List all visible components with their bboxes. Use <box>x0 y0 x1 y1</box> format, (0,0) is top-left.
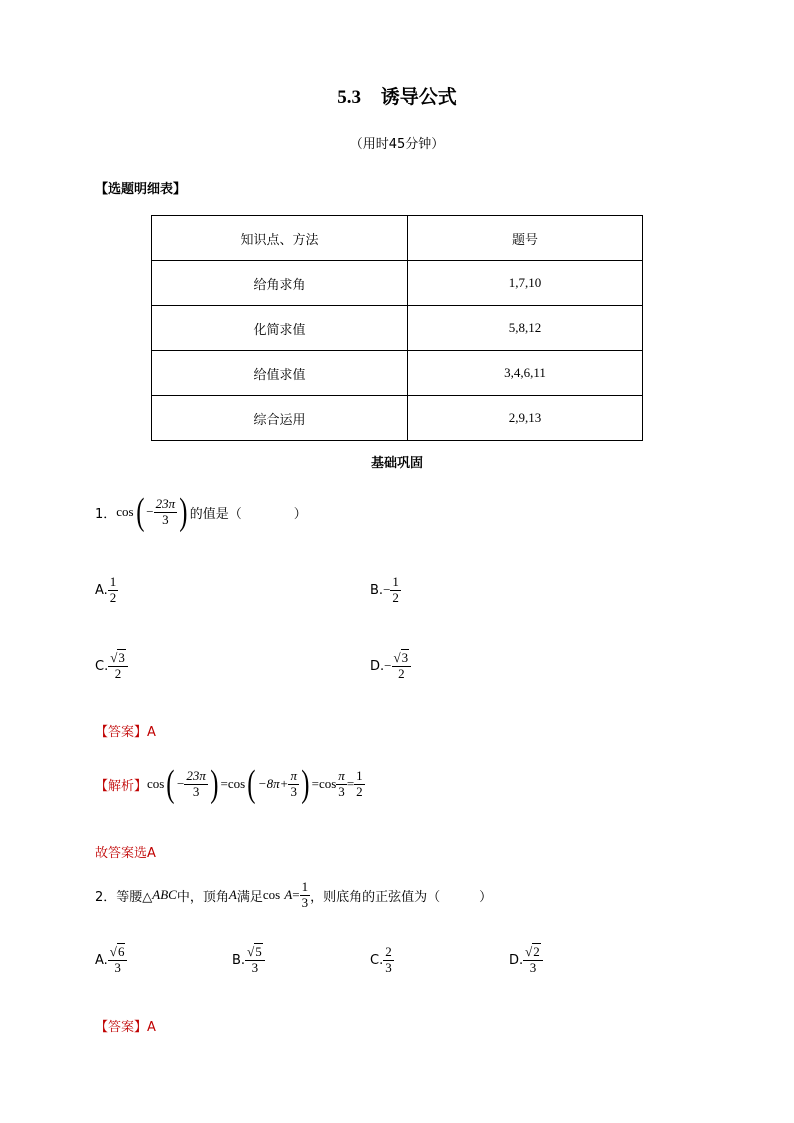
fraction: $\frac{1}{2}$ <box>356 767 363 799</box>
table-row <box>152 306 643 351</box>
option-b[interactable]: B. $\frac{√5}{3}$ <box>232 945 265 976</box>
table-cell: 2,9,13 <box>408 396 643 441</box>
table-cell: 1,7,10 <box>408 261 643 306</box>
table-cell: 5,8,12 <box>408 306 643 351</box>
table-row <box>152 351 643 396</box>
fraction: $\frac{√3}{2}$ <box>108 651 128 682</box>
fraction: $\frac{√2}{3}$ <box>523 945 543 976</box>
fraction: $\frac{\pi}{3}$ <box>338 767 345 799</box>
table-row <box>152 261 643 306</box>
cos-text: cos <box>116 504 134 519</box>
paren-right: ) <box>179 491 188 533</box>
table-cell: 给角求角 <box>152 261 408 306</box>
table-cell: 化简求值 <box>152 306 408 351</box>
minus-sign: − <box>146 504 154 519</box>
fraction: $\frac{23\pi}{3}$ <box>186 767 206 799</box>
fraction: $\frac{23\pi}{3}$ <box>155 495 176 527</box>
fraction: $\frac{√5}{3}$ <box>245 945 265 976</box>
time-note: （用时45分钟） <box>349 137 445 152</box>
table-header-row <box>152 216 643 261</box>
table-row <box>152 396 643 441</box>
option-b[interactable]: B. − $\frac{1}{2}$ <box>370 574 399 605</box>
option-c[interactable]: C. $\frac{2}{3}$ <box>370 944 392 975</box>
conclusion: 故答案选A <box>95 846 156 861</box>
table-cell: 3,4,6,11 <box>408 351 643 396</box>
fraction: $\frac{1}{2}$ <box>109 574 117 605</box>
question-number: 1． <box>95 506 117 522</box>
table-header: 题号 <box>408 216 643 261</box>
option-a[interactable]: A. $\frac{√6}{3}$ <box>95 945 127 976</box>
topic-table <box>151 215 643 441</box>
analysis-tag: 【解析】 <box>95 778 148 794</box>
question-2: 2．等腰△ ABC 中，顶角 A 满足 cos A = $\frac{1}{3}$ ，则底角的正弦值为（ ） <box>95 879 493 910</box>
analysis: 【解析】 cos ( − $\frac{23\pi}{3}$ ) = cos ( −8π+ $\frac{\pi}{3}$ ) = cos $\frac{\pi}{3}$ = $\frac{1}{2}$ <box>95 763 363 805</box>
subheading: 基础巩固 <box>370 456 423 471</box>
table-cell: 综合运用 <box>152 396 408 441</box>
answer-tag: 【答案】A <box>95 1020 156 1035</box>
option-a[interactable]: A. $\frac{1}{2}$ <box>95 574 117 605</box>
table-cell: 给值求值 <box>152 351 408 396</box>
table-header: 知识点、方法 <box>152 216 408 261</box>
fraction: $\frac{2}{3}$ <box>385 944 392 975</box>
page-title: 5.3 诱导公式 <box>337 86 457 108</box>
option-d[interactable]: D. $\frac{√2}{3}$ <box>509 945 543 976</box>
option-c[interactable]: C. $\frac{√3}{2}$ <box>95 651 128 682</box>
section-label: 【选题明细表】 <box>95 182 187 197</box>
fraction: $\frac{√3}{2}$ <box>392 651 412 682</box>
option-d[interactable]: D. − $\frac{√3}{2}$ <box>370 651 411 682</box>
question-tail: 的值是（ ） <box>189 506 307 522</box>
answer-tag: 【答案】A <box>95 725 156 740</box>
fraction: $\frac{√6}{3}$ <box>108 945 128 976</box>
paren-left: ( <box>135 491 145 533</box>
fraction: $\frac{1}{2}$ <box>392 574 399 605</box>
fraction: $\frac{\pi}{3}$ <box>290 767 297 799</box>
fraction: $\frac{1}{3}$ <box>301 879 309 910</box>
question-1 <box>95 493 307 531</box>
